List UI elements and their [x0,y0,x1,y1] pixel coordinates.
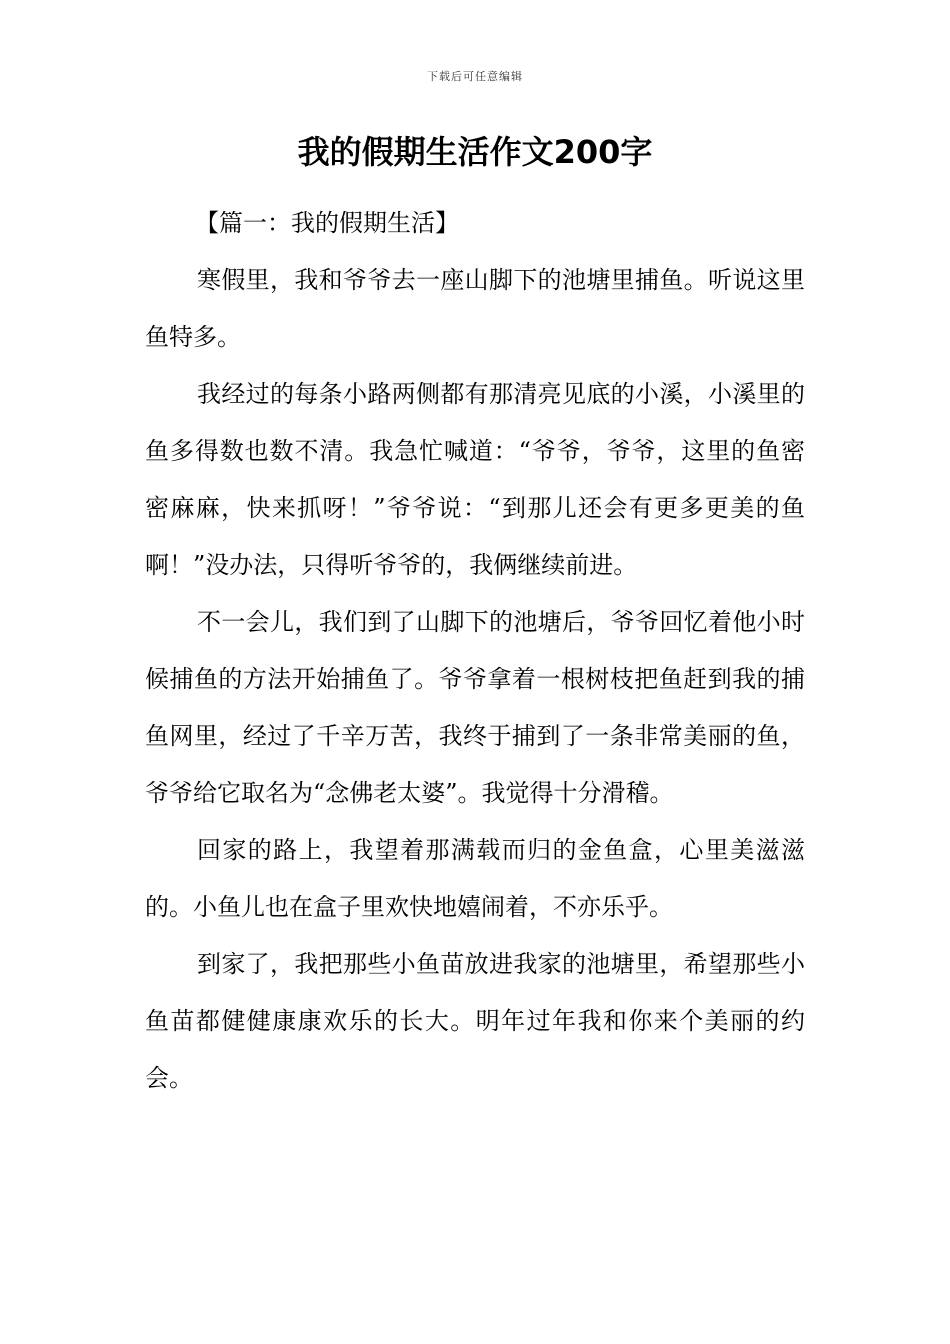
paragraph-2: 我经过的每条小路两侧都有那清亮见底的小溪，小溪里的鱼多得数也数不清。我急忙喊道：“爷爷，爷爷，这里的鱼密密麻麻，快来抓呀！”爷爷说：“到那儿还会有更多更美的鱼啊！”没办法，只得听爷爷的，我俩继续前进。 [145,380,805,579]
paragraph-3: 不一会儿，我们到了山脚下的池塘后，爷爷回忆着他小时候捕鱼的方法开始捕鱼了。爷爷拿着一根树枝把鱼赶到我的捕鱼网里，经过了千辛万苦，我终于捕到了一条非常美丽的鱼，爷爷给它取名为“念佛老太婆”。我觉得十分滑稽。 [145,608,805,807]
paragraph-1: 寒假里，我和爷爷去一座山脚下的池塘里捕鱼。听说这里鱼特多。 [145,266,805,351]
header-note: 下载后可任意编辑 [427,70,523,83]
paragraph-4: 回家的路上，我望着那满载而归的金鱼盒，心里美滋滋的。小鱼儿也在盒子里欢快地嬉闹着，不亦乐乎。 [145,836,805,921]
section-label: 【篇一：我的假期生活】 [195,209,459,237]
page-title: 我的假期生活作文200字 [297,133,653,171]
essay-body [145,195,805,1107]
paragraph-5: 到家了，我把那些小鱼苗放进我家的池塘里，希望那些小鱼苗都健健康康欢乐的长大。明年过年我和你来个美丽的约会。 [145,950,805,1092]
